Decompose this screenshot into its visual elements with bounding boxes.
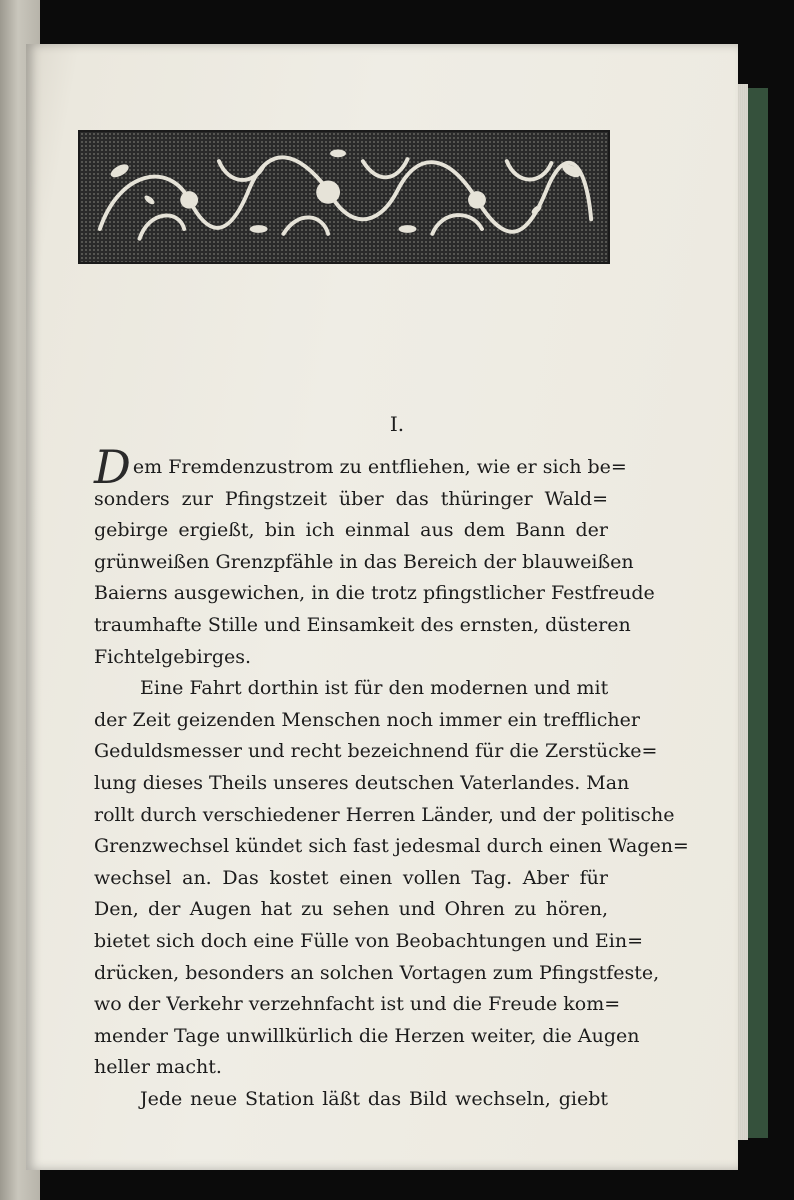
text-line: grünweißen Grenzpfähle in das Bereich der blauweißen bbox=[94, 550, 634, 573]
text-line: Fichtelgebirges. bbox=[94, 645, 252, 668]
text-line: Eine Fahrt dorthin ist für den modernen und mit bbox=[140, 677, 609, 700]
chapter-numeral: I. bbox=[389, 412, 405, 436]
text-line: Grenzwechsel kündet sich fast jedesmal durch einen Wagen= bbox=[94, 835, 689, 858]
text-line: wechsel an. Das kostet einen vollen Tag. Aber für bbox=[94, 866, 608, 889]
text-line: mender Tage unwillkürlich die Herzen weiter, die Augen bbox=[94, 1024, 640, 1047]
text-line: heller macht. bbox=[94, 1056, 222, 1079]
text-line: gebirge ergießt, bin ich einmal aus dem Bann der bbox=[94, 519, 608, 542]
text-line: Jede neue Station läßt das Bild wechseln, giebt bbox=[140, 1087, 608, 1110]
text-line: Den, der Augen hat zu sehen und Ohren zu hören, bbox=[94, 898, 608, 921]
text-line: drücken, besonders an solchen Vortagen zum Pfingstfeste, bbox=[94, 961, 660, 984]
text-line: traumhafte Stille und Einsamkeit des ernsten, düsteren bbox=[94, 613, 631, 636]
text-line: Baierns ausgewichen, in die trotz pfingstlicher Festfreude bbox=[94, 582, 655, 605]
text-line: wo der Verkehr verzehnfacht ist und die Freude kom= bbox=[94, 993, 621, 1016]
ornamental-header-band bbox=[78, 130, 610, 264]
text-line: lung dieses Theils unseres deutschen Vaterlandes. Man bbox=[94, 771, 630, 794]
text-line: Geduldsmesser und recht bezeichnend für die Zerstücke= bbox=[94, 740, 658, 763]
text-line: Dem Fremdenzustrom zu entfliehen, wie er sich be= bbox=[94, 440, 627, 494]
text-line: rollt durch verschiedener Herren Länder, und der politische bbox=[94, 803, 675, 826]
text-line: sonders zur Pfingstzeit über das thüringer Wald= bbox=[94, 487, 608, 510]
text-line: bietet sich doch eine Fülle von Beobachtungen und Ein= bbox=[94, 929, 644, 952]
text-line: der Zeit geizenden Menschen noch immer ein trefflicher bbox=[94, 708, 640, 731]
body-text bbox=[94, 440, 689, 1115]
